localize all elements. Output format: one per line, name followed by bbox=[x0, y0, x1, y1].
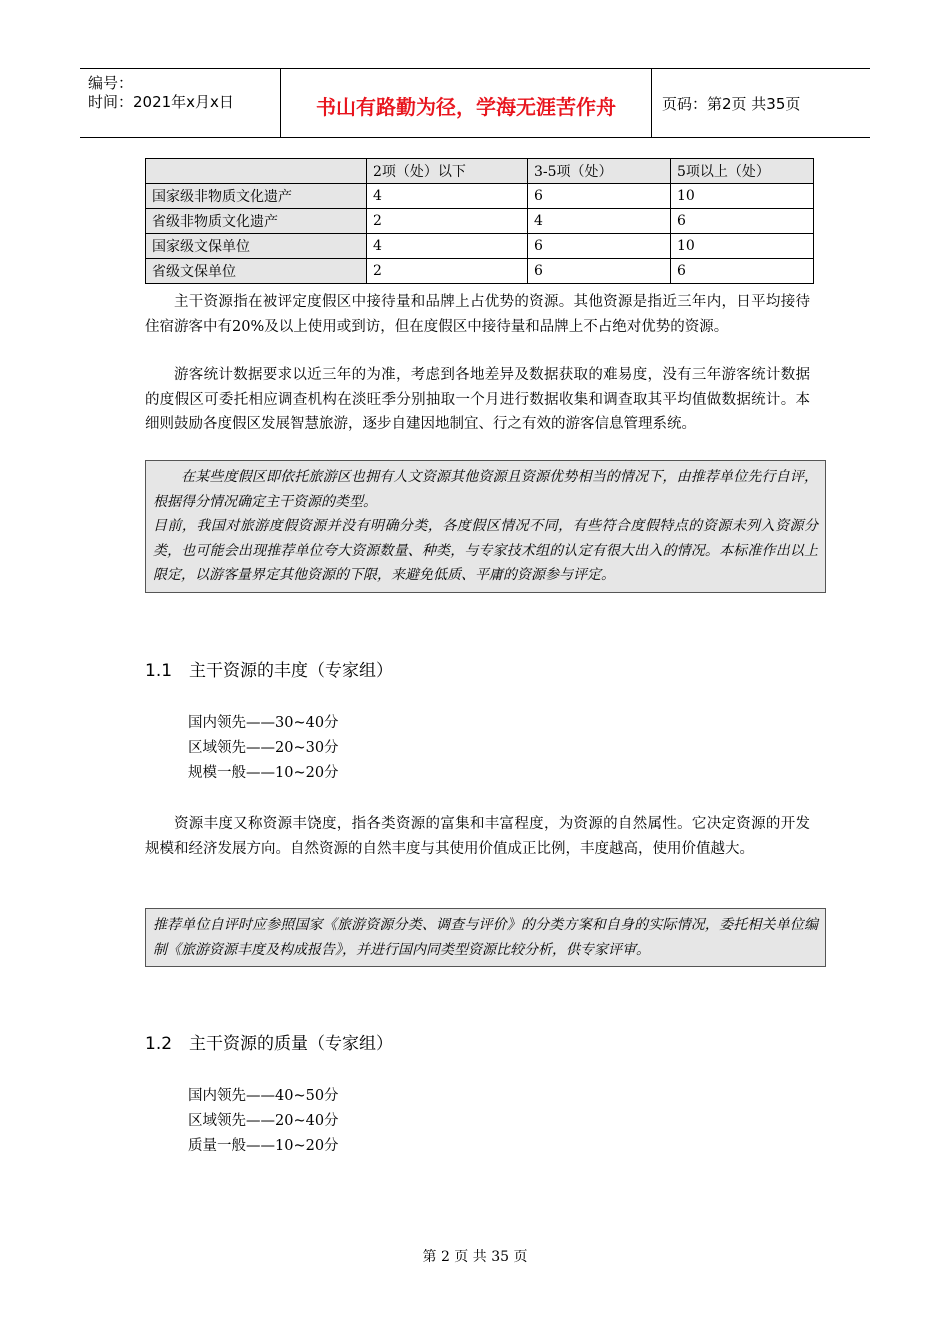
paragraph-visitor-statistics: 游客统计数据要求以近三年的为准，考虑到各地差异及数据获取的难易度，没有三年游客统计数据的度假区可委托相应调查机构在淡旺季分别抽取一个月进行数据收集和调查取其平均值做数据统计。本细则鼓励各度假区发展智慧旅游，逐步自建因地制宜、行之有效的游客信息管理系统。 bbox=[145, 367, 810, 432]
table-header-cell: 3-5项（处） bbox=[528, 159, 671, 184]
paragraph-main-resource-definition: 主干资源指在被评定度假区中接待量和品牌上占优势的资源。其他资源是指近三年内，日平均接待住宿游客中有20%及以上使用或到访，但在度假区中接待量和品牌上不占绝对优势的资源。 bbox=[145, 294, 810, 335]
section-number: 1.1 bbox=[145, 661, 173, 681]
score-item: 质量一般——10~20分 bbox=[188, 1138, 339, 1154]
table-cell: 6 bbox=[528, 184, 671, 209]
header-motto: 书山有路勤为径，学海无涯苦作舟 bbox=[316, 95, 616, 119]
score-list-richness bbox=[188, 711, 339, 786]
table-row-label: 国家级非物质文化遗产 bbox=[146, 184, 367, 209]
table-cell: 2 bbox=[367, 209, 528, 234]
table-header-row bbox=[146, 159, 814, 184]
note-text: 目前，我国对旅游度假资源并没有明确分类，各度假区情况不同，有些符合度假特点的资源未列入资源分类，也可能会出现推荐单位夸大资源数量、种类，与专家技术组的认定有很大出入的情况。本标准作出以上限定，以游客量界定其他资源的下限，来避免低质、平庸的资源参与评定。 bbox=[153, 518, 818, 583]
score-item: 规模一般——10~20分 bbox=[188, 765, 339, 781]
table-cell: 6 bbox=[671, 209, 814, 234]
header-left-cell bbox=[80, 69, 281, 137]
note-box-richness-report bbox=[145, 908, 826, 967]
header-motto-cell bbox=[281, 69, 652, 137]
table-cell: 10 bbox=[671, 184, 814, 209]
table-cell: 4 bbox=[367, 184, 528, 209]
section-title: 主干资源的质量（专家组） bbox=[189, 1034, 393, 1054]
section-heading-richness bbox=[145, 656, 393, 681]
score-item: 区域领先——20~40分 bbox=[188, 1113, 339, 1129]
section-heading-quality bbox=[145, 1029, 393, 1054]
score-item: 国内领先——30~40分 bbox=[188, 715, 339, 731]
table-row bbox=[146, 234, 814, 259]
page-header bbox=[80, 68, 870, 138]
table-cell: 2 bbox=[367, 259, 528, 284]
score-item: 区域领先——20~30分 bbox=[188, 740, 339, 756]
table-cell: 6 bbox=[528, 259, 671, 284]
table-cell: 6 bbox=[671, 259, 814, 284]
table-row-label: 省级文保单位 bbox=[146, 259, 367, 284]
table-cell: 10 bbox=[671, 234, 814, 259]
table-header-cell: 2项（处）以下 bbox=[367, 159, 528, 184]
table-row bbox=[146, 184, 814, 209]
table-cell: 4 bbox=[528, 209, 671, 234]
note-box-self-evaluation bbox=[145, 460, 826, 593]
table-row bbox=[146, 209, 814, 234]
table-cell: 6 bbox=[528, 234, 671, 259]
table-header-cell bbox=[146, 159, 367, 184]
section-number: 1.2 bbox=[145, 1034, 173, 1054]
paragraph-resource-richness: 资源丰度又称资源丰饶度，指各类资源的富集和丰富程度，为资源的自然属性。它决定资源的开发规模和经济发展方向。自然资源的自然丰度与其使用价值成正比例，丰度越高，使用价值越大。 bbox=[145, 816, 810, 857]
note-text: 在某些度假区即依托旅游区也拥有人文资源其他资源且资源优势相当的情况下，由推荐单位先行自评，根据得分情况确定主干资源的类型。 bbox=[153, 469, 818, 510]
date-label: 时间：2021年x月x日 bbox=[88, 93, 234, 111]
table-cell: 4 bbox=[367, 234, 528, 259]
page-footer: 第 2 页 共 35 页 bbox=[422, 1249, 528, 1265]
table-header-cell: 5项以上（处） bbox=[671, 159, 814, 184]
header-page-info: 页码：第2页 共35页 bbox=[662, 95, 801, 113]
table-row-label: 省级非物质文化遗产 bbox=[146, 209, 367, 234]
note-text: 推荐单位自评时应参照国家《旅游资源分类、调查与评价》的分类方案和自身的实际情况，委托相关单位编制《旅游资源丰度及构成报告》，并进行国内同类型资源比较分析，供专家评审。 bbox=[153, 917, 818, 958]
header-page-cell bbox=[652, 69, 870, 137]
score-list-quality bbox=[188, 1084, 339, 1159]
serial-label: 编号： bbox=[88, 74, 134, 92]
table-row bbox=[146, 259, 814, 284]
score-item: 国内领先——40~50分 bbox=[188, 1088, 339, 1104]
section-title: 主干资源的丰度（专家组） bbox=[189, 661, 393, 681]
resource-table bbox=[145, 158, 814, 284]
table-row-label: 国家级文保单位 bbox=[146, 234, 367, 259]
